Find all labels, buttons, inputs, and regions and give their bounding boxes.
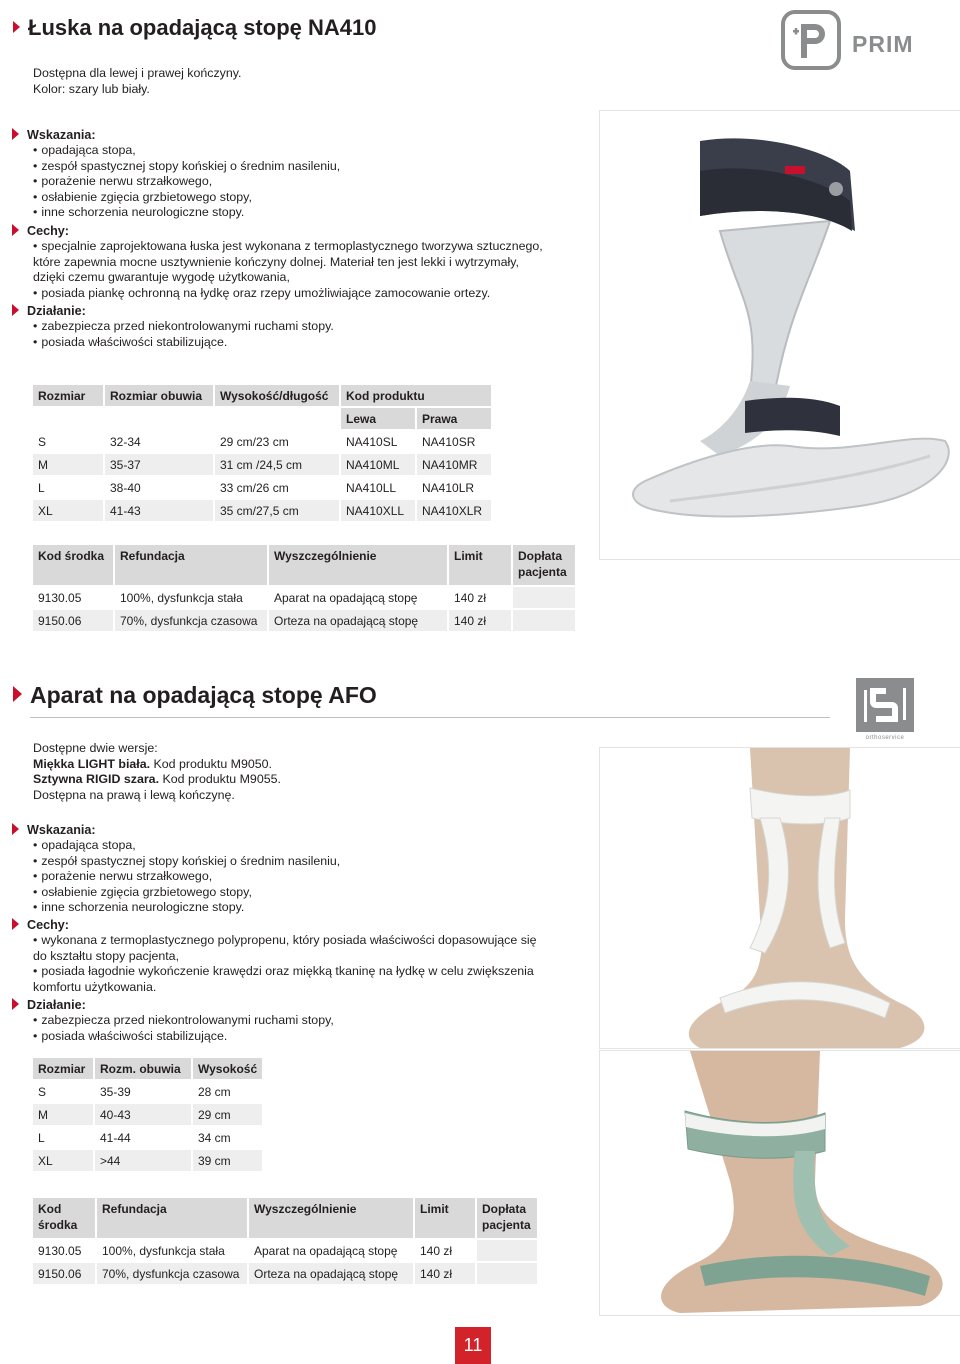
refund-table-2: Kod środka Refundacja Wyszczególnienie Limit Dopłata pacjenta 9130.05 100%, dysfunkcja stała Aparat na opadającą stopę 140 zł 9150.06 70%, dysfunkcja czasowa Orteza na opadającą stopę 140 zł xyxy=(31,1196,539,1286)
bullet-arrow-icon xyxy=(12,304,19,316)
bullet-arrow-icon xyxy=(12,998,19,1010)
table-row: L 41-44 34 cm xyxy=(33,1127,262,1148)
orthoservice-logo-icon xyxy=(856,678,914,732)
table-row: M 40-43 29 cm xyxy=(33,1104,262,1125)
bullet-arrow-icon xyxy=(13,21,20,33)
bullet-arrow-icon xyxy=(12,918,19,930)
table-row: 9150.06 70%, dysfunkcja czasowa Orteza na opadającą stopę 140 zł xyxy=(33,610,575,631)
action-1: Działanie: • zabezpiecza przed niekontrolowanymi ruchami stopy. • posiada właściwości stabilizujące. xyxy=(33,303,553,350)
refund-table-1: Kod środka Refundacja Wyszczególnienie Limit Dopłata pacjenta 9130.05 100%, dysfunkcja stała Aparat na opadającą stopę 140 zł 9150.06 70%, dysfunkcja czasowa Orteza na opadającą stopę 140 zł xyxy=(31,543,577,633)
product-photo-na410 xyxy=(599,110,960,560)
bullet-arrow-icon xyxy=(13,686,22,702)
table-row: 9150.06 70%, dysfunkcja czasowa Orteza na opadającą stopę 140 zł xyxy=(33,1263,537,1284)
afo-light-image xyxy=(600,748,960,1050)
table-row: S 32-34 29 cm/23 cm NA410SL NA410SR xyxy=(33,431,491,452)
versions-text: Dostępne dwie wersje: Miękka LIGHT biała. Kod produktu M9050. Sztywna RIGID szara. Kod produktu M9055. Dostępna na prawą i lewą kończynę. xyxy=(33,741,281,802)
table-row: XL >44 39 cm xyxy=(33,1150,262,1171)
prim-logo-icon xyxy=(781,10,841,70)
features-2: Cechy: • wykonana z termoplastycznego polypropenu, który posiada właściwości dopasowujące się do kształtu stopy pacjenta, • posiada łagodnie wykończenie krawędzi oraz miękką tkaninę na łydkę w celu zwiększenia komfortu użytkowania. xyxy=(33,917,573,995)
table-row: M 35-37 31 cm /24,5 cm NA410ML NA410MR xyxy=(33,454,491,475)
divider xyxy=(30,717,830,718)
action-2: Działanie: • zabezpiecza przed niekontrolowanymi ruchami stopy, • posiada właściwości stabilizujące. xyxy=(33,997,553,1044)
features-1: Cechy: • specjalnie zaprojektowana łuska jest wykonana z termoplastycznego tworzywa sztucznego, które zapewnia mocne usztywnienie kończyny dolnej. Materiał ten jest lekki i wytrzymały, dzięki czemu gwarantuje wygodę użytkowania, • posiada piankę ochronną na łydkę oraz rzepy umożliwiające zamocowanie ortezy. xyxy=(33,223,573,301)
indications-2: Wskazania: • opadająca stopa, • zespół spastycznej stopy końskiej o średnim nasileniu, • porażenie nerwu strzałkowego, • osłabienie zgięcia grzbietowego stopy, • inne schorzenia neurologiczne stopy. xyxy=(33,822,563,916)
product-photo-afo-rigid xyxy=(599,1050,960,1316)
page-number: 11 xyxy=(455,1327,491,1364)
product-photo-afo-light xyxy=(599,747,960,1049)
availability-text-1: Dostępna dla lewej i prawej kończyny. Kolor: szary lub biały. xyxy=(33,66,242,96)
bullet-arrow-icon xyxy=(12,224,19,236)
afo-rigid-image xyxy=(600,1051,960,1317)
size-table-2: Rozmiar Rozm. obuwia Wysokość S 35-39 28 cm M 40-43 29 cm L 41-44 34 cm XL >44 39 cm xyxy=(31,1056,264,1173)
orthosis-na410-image xyxy=(600,111,960,561)
size-table-1: Rozmiar Rozmiar obuwia Wysokość/długość Kod produktu Lewa Prawa S 32-34 29 cm/23 cm NA410SL NA410SR M 35-37 31 cm /24,5 cm NA410ML NA410MR L 38-40 33 cm/26 cm NA410LL NA410LR XL 41-43 35 cm/27,5 cm NA410XLL NA410XLR xyxy=(31,383,493,523)
orthoservice-logo-text: orthoservice xyxy=(865,735,905,741)
indications-1: Wskazania: • opadająca stopa, • zespół spastycznej stopy końskiej o średnim nasileniu, • porażenie nerwu strzałkowego, • osłabienie zgięcia grzbietowego stopy, • inne schorzenia neurologiczne stopy. xyxy=(33,127,563,221)
bullet-arrow-icon xyxy=(12,128,19,140)
table-row: S 35-39 28 cm xyxy=(33,1081,262,1102)
bullet-arrow-icon xyxy=(12,823,19,835)
table-row: 9130.05 100%, dysfunkcja stała Aparat na opadającą stopę 140 zł xyxy=(33,1240,537,1261)
prim-logo-text: PRIM xyxy=(852,31,914,57)
table-row: XL 41-43 35 cm/27,5 cm NA410XLL NA410XLR xyxy=(33,500,491,521)
product-title-afo: Aparat na opadającą stopę AFO xyxy=(13,682,377,709)
table-row: 9130.05 100%, dysfunkcja stała Aparat na opadającą stopę 140 zł xyxy=(33,587,575,608)
table-row: L 38-40 33 cm/26 cm NA410LL NA410LR xyxy=(33,477,491,498)
product-title-na410: Łuska na opadającą stopę NA410 xyxy=(13,15,376,41)
